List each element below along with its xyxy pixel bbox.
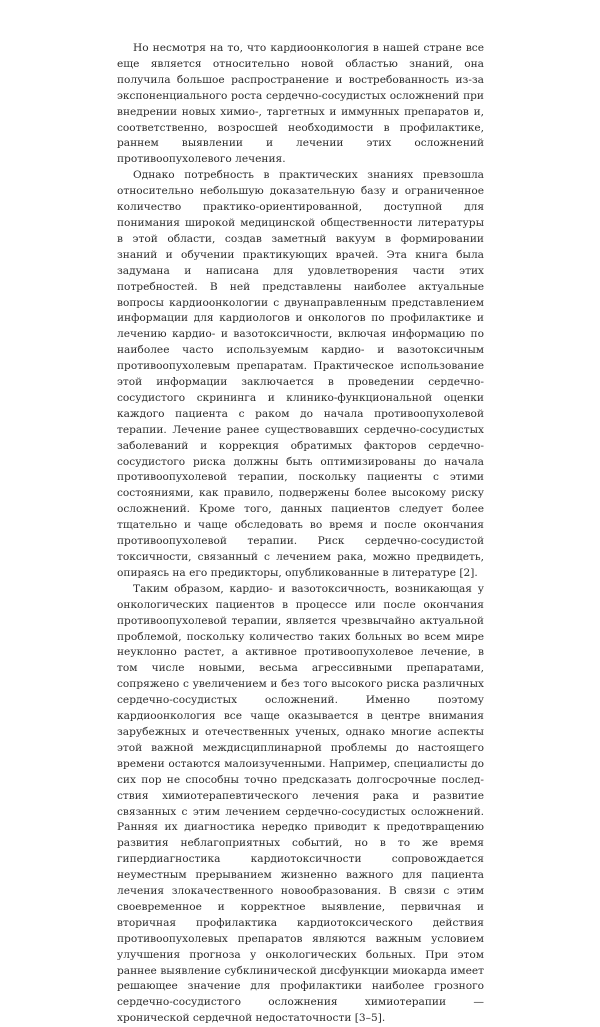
- document-body: [117, 41, 484, 1027]
- paragraph-2: Однако потребность в практических знаниях превзошла относительно небольшую доказательную базу и ограниченное количество практико-ориентированной, доступной для понимания широкой медицинской общественности литературы в этой области, создав заметный вакуум в формировании знаний и обучении практикующих врачей. Эта книга была задумана и написана для удовлетворения части этих потребностей. В ней представлены наиболее актуальные вопросы кардиоонкологии с двунаправленным представлением информации для кардиологов и онкологов по профилактике и лечению кардио- и вазотоксичности, включая информацию по наиболее часто используемым кардио- и вазотоксичным противоопухолевым препаратам. Практическое использование этой информации заключается в проведении сердечно-сосудистого скрининга и клинико-функциональной оценки каждого пациента с раком до начала противоопухолевой терапии. Лечение ранее существовавших сердечно-сосудистых заболеваний и коррекция обратимых факторов сердечно-сосудистого риска должны быть оптимизированы до начала противоопухолевой терапии, поскольку пациенты с этими состояниями, как правило, подвержены более высокому риску осложнений. Кроме того, данных пациентов следует более тщательно и чаще обследовать во время и после окончания противоопухолевой терапии. Риск сердечно-сосудистой токсичности, связанный с лечением рака, можно предвидеть, опираясь на его предикторы, опубликованные в литературе [2].: [117, 169, 484, 579]
- paragraph-3: Таким образом, кардио- и вазотоксичность, возникающая у онкологических пациентов в процессе или после окончания противоопухолевой терапии, является чрезвычайно актуальной проблемой, поскольку количество таких больных во всем мире неуклонно растет, а активное противоопухолевое лечение, в том числе новыми, весьма агрессивными препаратами, сопряжено с увеличением и без того высокого риска различных сердечно-сосудистых осложнений. Именно поэтому кардиоонкология все чаще оказывается в центре внимания зарубежных и отечественных ученых, однако многие аспекты этой важной междисциплинарной проблемы до настоящего времени остаются малоизученными. Например, специалисты до сих пор не способны точно предсказать долгосрочные последствия химиотерапевтического лечения рака и развитие связанных с этим лечением сердечно-сосудистых осложнений. Ранняя их диагностика нередко приводит к предотвращению развития неблагоприятных событий, но в то же время гипердиагностика кардиотоксичности сопровождается неуместным прерыванием жизненно важного для пациента лечения злокачественного новообразования. В связи с этим своевременное и корректное выявление, первичная и вторичная профилактика кардиотоксического действия противоопухолевых препаратов являются важным условием улучшения прогноза у онкологических больных. При этом раннее выявление субклинической дисфункции миокарда имеет решающее значение для профилактики наиболее грозного сердечно-сосудистого осложнения химиотерапии — хронической сердечной недостаточности [3–5].: [117, 582, 484, 1025]
- paragraph-1: Но несмотря на то, что кардиоонкология в нашей стране все еще является относительно новой областью знаний, она получила большое распространение и востребованность из-за экспоненциального роста сердечно-сосудистых осложнений при внедрении новых химио-, таргетных и иммунных препаратов и, соответственно, возросшей необходимости в профилактике, раннем выявлении и лечении этих осложнений противоопухолевого лечения.: [117, 42, 484, 166]
